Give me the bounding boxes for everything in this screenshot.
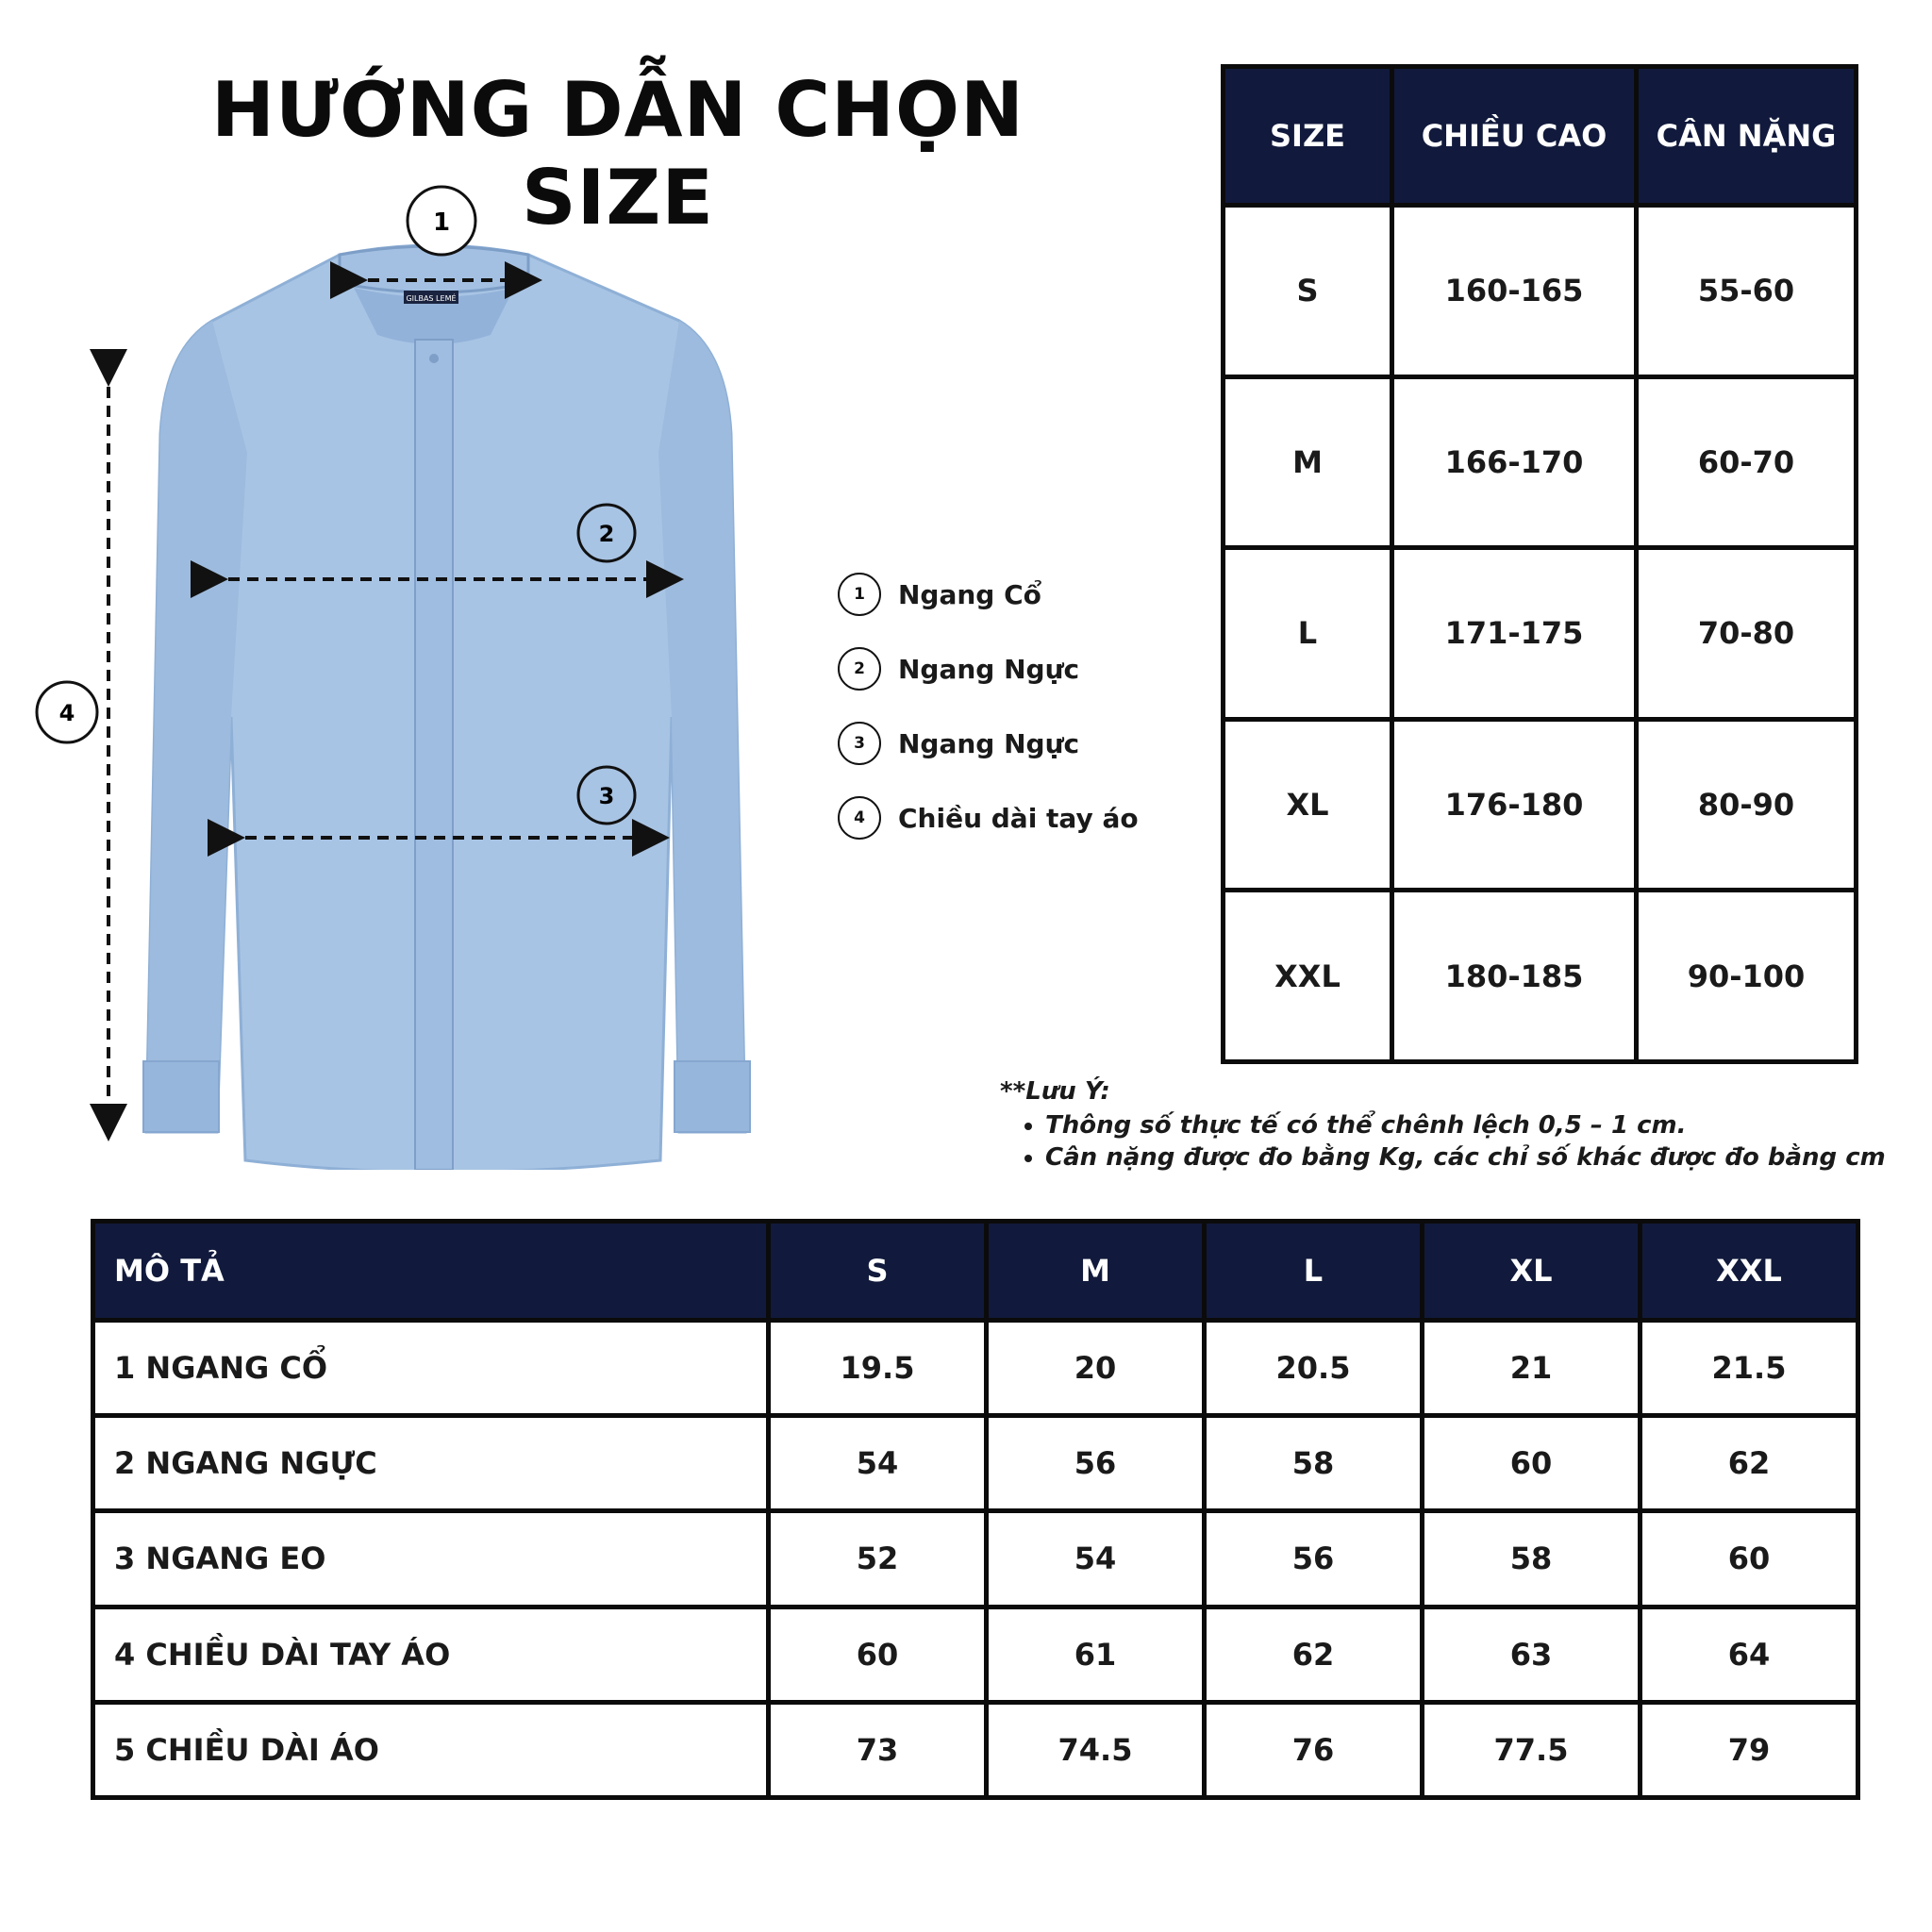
description-cell: 4 CHIỀU DÀI TAY ÁO: [93, 1607, 769, 1702]
value-cell: 58: [1423, 1511, 1641, 1607]
column-header-m: M: [987, 1222, 1205, 1321]
weight-cell: 55-60: [1637, 206, 1857, 377]
legend-item: [838, 719, 1139, 768]
value-cell: 56: [1205, 1511, 1423, 1607]
value-cell: 54: [987, 1511, 1205, 1607]
value-cell: 60: [769, 1607, 987, 1702]
column-header-weight: CÂN NẶNG: [1637, 67, 1857, 206]
svg-text:2: 2: [598, 521, 615, 547]
height-cell: 171-175: [1392, 548, 1637, 720]
value-cell: 62: [1641, 1416, 1858, 1511]
value-cell: 19.5: [769, 1321, 987, 1416]
value-cell: 20: [987, 1321, 1205, 1416]
svg-text:1: 1: [432, 208, 451, 237]
weight-cell: 80-90: [1637, 719, 1857, 891]
table-row: [1224, 891, 1857, 1062]
svg-text:3: 3: [598, 783, 615, 809]
table-row: [93, 1607, 1858, 1702]
value-cell: 73: [769, 1702, 987, 1797]
value-cell: 74.5: [987, 1702, 1205, 1797]
left-cuff: [143, 1061, 219, 1132]
size-cell: S: [1224, 206, 1392, 377]
table-row: [1224, 376, 1857, 548]
height-cell: 166-170: [1392, 376, 1637, 548]
value-cell: 63: [1423, 1607, 1641, 1702]
legend-item: [838, 570, 1139, 619]
column-header-xl: XL: [1423, 1222, 1641, 1321]
note-item: • Cân nặng được đo bằng Kg, các chỉ số khác được đo bằng cm: [1045, 1143, 1886, 1172]
placket: [415, 340, 453, 1170]
table-row: [93, 1416, 1858, 1511]
measurement-table: [91, 1219, 1860, 1800]
measurement-legend: [838, 570, 1139, 868]
column-header-size: SIZE: [1224, 67, 1392, 206]
value-cell: 62: [1205, 1607, 1423, 1702]
description-cell: 2 NGANG NGỰC: [93, 1416, 769, 1511]
value-cell: 76: [1205, 1702, 1423, 1797]
value-cell: 20.5: [1205, 1321, 1423, 1416]
value-cell: 58: [1205, 1416, 1423, 1511]
value-cell: 56: [987, 1416, 1205, 1511]
legend-number: 2: [838, 647, 881, 691]
value-cell: 54: [769, 1416, 987, 1511]
size-cell: XXL: [1224, 891, 1392, 1062]
height-cell: 176-180: [1392, 719, 1637, 891]
legend-item: [838, 644, 1139, 693]
marker-4: [37, 682, 97, 742]
legend-number: 1: [838, 573, 881, 616]
value-cell: 52: [769, 1511, 987, 1607]
brand-label-text: GILBAS LEMÉ: [406, 294, 457, 303]
size-height-weight-table: [1221, 64, 1858, 1064]
legend-number: 4: [838, 796, 881, 840]
column-header-l: L: [1205, 1222, 1423, 1321]
legend-label: Ngang Ngực: [898, 653, 1080, 685]
height-cell: 180-185: [1392, 891, 1637, 1062]
value-cell: 60: [1423, 1416, 1641, 1511]
value-cell: 77.5: [1423, 1702, 1641, 1797]
legend-item: [838, 793, 1139, 842]
size-cell: L: [1224, 548, 1392, 720]
note-item: • Thông số thực tế có thể chênh lệch 0,5 – 1 cm.: [1045, 1111, 1886, 1140]
height-cell: 160-165: [1392, 206, 1637, 377]
marker-1: [408, 187, 475, 255]
table-row: [1224, 548, 1857, 720]
table-row: [1224, 719, 1857, 891]
legend-label: Ngang Ngực: [898, 727, 1080, 759]
table-row: [93, 1511, 1858, 1607]
column-header-xxl: XXL: [1641, 1222, 1858, 1321]
note-title: **Lưu Ý:: [1000, 1077, 1110, 1106]
note-list: [1000, 1111, 1886, 1172]
svg-text:4: 4: [58, 700, 75, 726]
weight-cell: 90-100: [1637, 891, 1857, 1062]
page-title: HƯỚNG DẪN CHỌN SIZE: [211, 66, 1024, 242]
legend-number: 3: [838, 722, 881, 765]
value-cell: 60: [1641, 1511, 1858, 1607]
right-cuff: [675, 1061, 750, 1132]
value-cell: 61: [987, 1607, 1205, 1702]
legend-label: Ngang Cổ: [898, 578, 1041, 610]
shirt-illustration: [0, 170, 849, 1170]
value-cell: 21.5: [1641, 1321, 1858, 1416]
description-cell: 5 CHIỀU DÀI ÁO: [93, 1702, 769, 1797]
column-header-s: S: [769, 1222, 987, 1321]
column-header-height: CHIỀU CAO: [1392, 67, 1637, 206]
value-cell: 21: [1423, 1321, 1641, 1416]
table-header-row: [1224, 67, 1857, 206]
legend-label: Chiều dài tay áo: [898, 802, 1139, 834]
value-cell: 64: [1641, 1607, 1858, 1702]
description-cell: 1 NGANG CỔ: [93, 1321, 769, 1416]
table-row: [93, 1702, 1858, 1797]
description-cell: 3 NGANG EO: [93, 1511, 769, 1607]
table-header-row: [93, 1222, 1858, 1321]
note-block: [1000, 1077, 1886, 1175]
table-row: [1224, 206, 1857, 377]
size-cell: M: [1224, 376, 1392, 548]
table-row: [93, 1321, 1858, 1416]
weight-cell: 60-70: [1637, 376, 1857, 548]
value-cell: 79: [1641, 1702, 1858, 1797]
size-cell: XL: [1224, 719, 1392, 891]
weight-cell: 70-80: [1637, 548, 1857, 720]
column-header-description: MÔ TẢ: [93, 1222, 769, 1321]
